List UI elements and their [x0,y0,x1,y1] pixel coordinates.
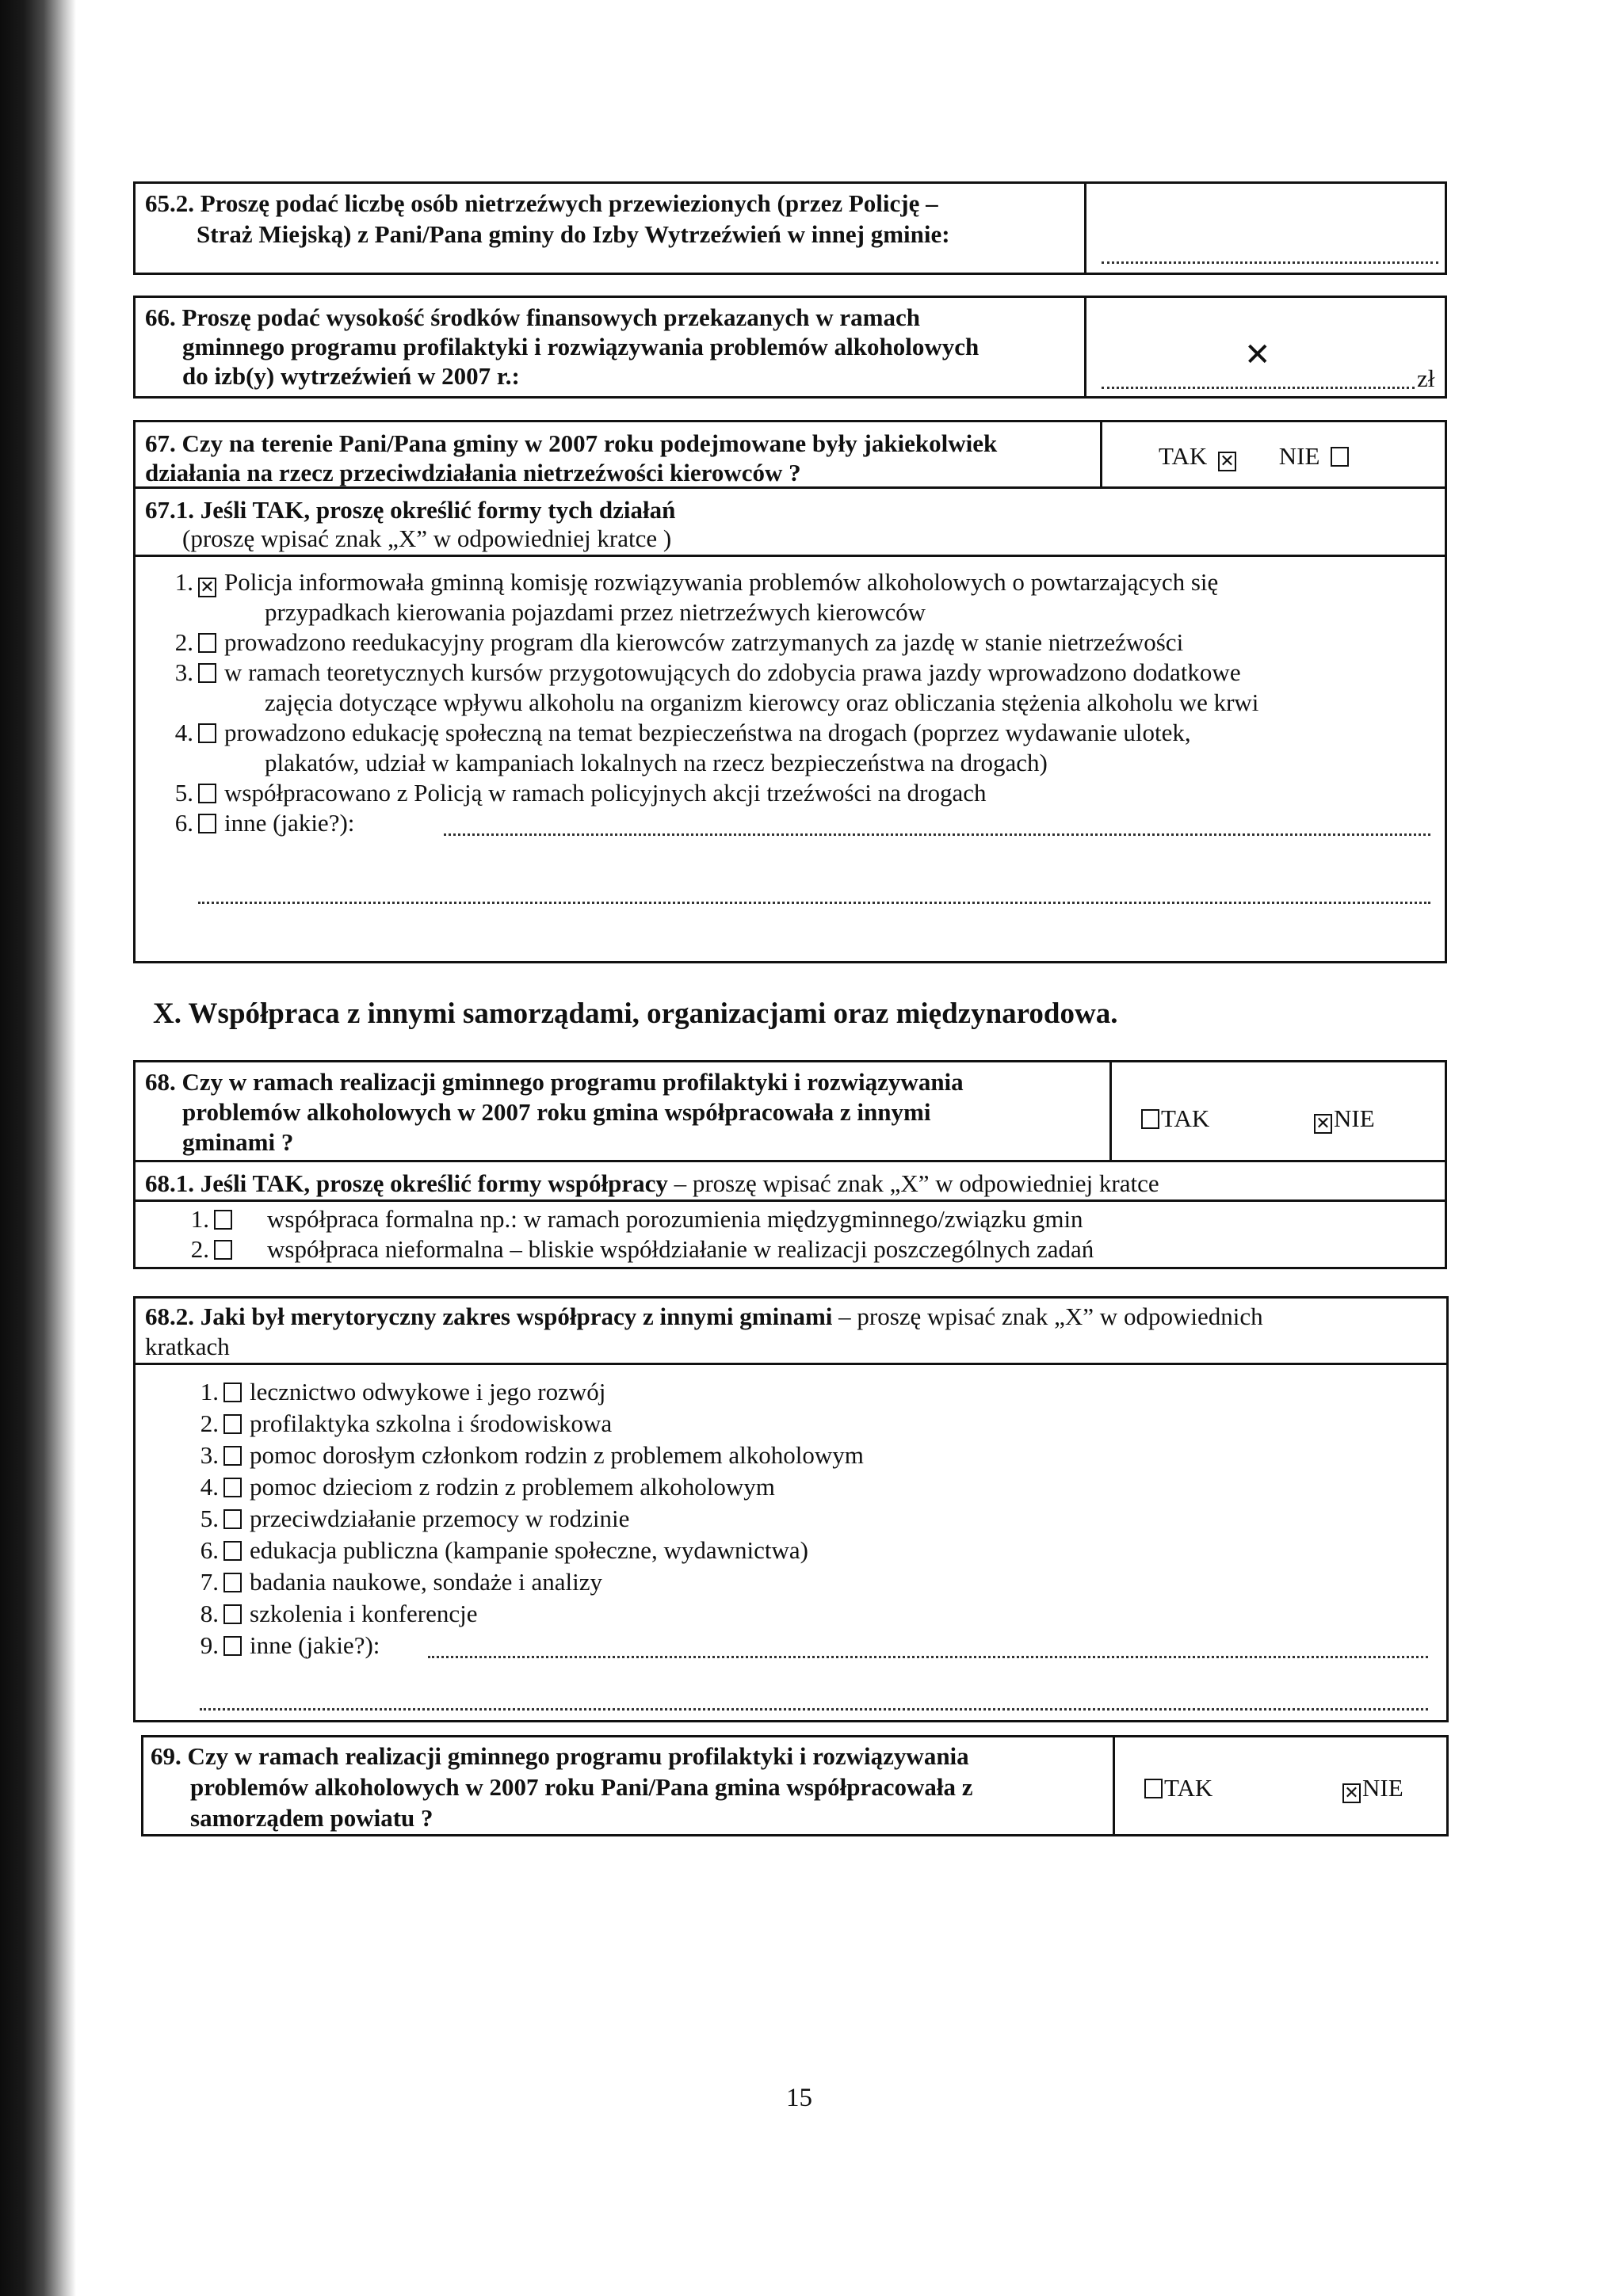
question-68-1-header-separator [133,1199,1447,1202]
question-66-unit: zł [1417,364,1435,392]
question-65-2-answer-field[interactable] [1102,261,1438,264]
item-label-line1: w ramach teoretycznych kursów przygotowujących do zdobycia prawa jazdy wprowadzono dodatkowe [224,658,1241,686]
question-67-answer [1159,441,1349,471]
item-checkbox[interactable] [223,1509,242,1529]
item-label: inne (jakie?): [250,1631,380,1659]
item-number: 3. [200,1441,219,1469]
question-68-2-header-separator [133,1363,1449,1365]
question-68-text-line1: 68. Czy w ramach realizacji gminnego programu profilaktyki i rozwiązywania [145,1068,964,1096]
question-68-2-title-rest: – proszę wpisać znak „X” w odpowiednich [832,1302,1263,1330]
item-number: 2. [174,628,193,656]
question-68-2-item-9 [155,1630,380,1661]
question-68-1-item-2 [155,1234,1094,1264]
item-checkbox[interactable] [223,1414,242,1434]
question-67-1-title: 67.1. Jeśli TAK, proszę określić formy tych działań [145,496,676,524]
question-68-2-title-bold: 68.2. Jaki był merytoryczny zakres współpracy z innymi gminami [145,1302,833,1330]
question-68-2-title [145,1301,1263,1332]
question-67-1-subtitle: (proszę wpisać znak „X” w odpowiedniej kratce ) [182,524,672,552]
item-number: 1. [200,1378,219,1405]
question-67-1-item-6 [155,808,354,838]
question-68-2-item-7 [155,1567,602,1597]
question-68-2-title-line2: kratkach [145,1333,230,1360]
question-69-text-line3: samorządem powiatu ? [190,1804,433,1832]
item-label: profilaktyka szkolna i środowiskowa [250,1409,613,1437]
item-label: badania naukowe, sondaże i analizy [250,1568,603,1596]
question-66-divider [1084,296,1086,399]
question-67-1-item-1-cont: przypadkach kierowania pojazdami przez nietrzeźwych kierowców [265,598,926,626]
question-68-no-checkbox[interactable]: ✕ [1314,1114,1332,1134]
question-67-1-item-1 [155,567,1218,597]
question-68-2-item-3 [155,1440,864,1470]
question-67-1-item-3 [155,658,1241,688]
question-68-2-other-field-line1[interactable] [428,1656,1428,1658]
item-label: współpraca nieformalna – bliskie współdziałanie w realizacji poszczególnych zadań [267,1235,1094,1263]
question-69-no [1342,1772,1403,1803]
question-66-text-line2: gminnego programu profilaktyki i rozwiązywania problemów alkoholowych [182,333,980,360]
question-67-1-header-separator [133,555,1447,557]
item-number: 1. [190,1205,209,1233]
item-label: edukacja publiczna (kampanie społeczne, wydawnictwa) [250,1536,808,1564]
item-checkbox[interactable] [223,1604,242,1624]
question-68-1-title-bold: 68.1. Jeśli TAK, proszę określić formy współpracy [145,1169,668,1197]
question-68-no [1314,1103,1375,1134]
item-checkbox[interactable] [214,1210,232,1230]
question-68-yes-label: TAK [1161,1104,1210,1132]
item-checkbox[interactable] [223,1636,242,1656]
question-67-yes-checkbox[interactable]: ✕ [1218,452,1236,471]
question-68-2-other-field-line2[interactable] [200,1708,1428,1711]
item-checkbox[interactable] [198,814,216,833]
item-label: szkolenia i konferencje [250,1600,478,1627]
item-number: 8. [200,1600,219,1627]
scan-shadow-edge [0,0,76,2296]
item-label: lecznictwo odwykowe i jego rozwój [250,1378,606,1405]
question-69-yes-checkbox[interactable] [1144,1779,1163,1798]
item-number: 5. [200,1505,219,1532]
question-68-2-item-1 [155,1377,605,1407]
item-label: współpraca formalna np.: w ramach porozumienia międzygminnego/związku gmin [267,1205,1083,1233]
item-label-line1: prowadzono reedukacyjny program dla kierowców zatrzymanych za jazdę w stanie nietrzeźwości [224,628,1184,656]
item-checkbox[interactable] [223,1446,242,1466]
question-67-text-line2: działania na rzecz przeciwdziałania nietrzeźwości kierowców ? [145,459,801,486]
question-68-1-title-rest: – proszę wpisać znak „X” w odpowiedniej kratce [667,1169,1159,1197]
question-69-no-label: NIE [1362,1774,1403,1802]
item-number: 6. [174,809,193,837]
item-checkbox[interactable] [198,723,216,743]
question-67-no-checkbox[interactable] [1331,447,1349,467]
question-67-1-other-field-line1[interactable] [444,833,1430,836]
question-68-text-line3: gminami ? [182,1128,294,1156]
item-label: przeciwdziałanie przemocy w rodzinie [250,1505,630,1532]
item-label-line1: Policja informowała gminną komisję rozwiązywania problemów alkoholowych o powtarzających się [224,568,1219,596]
item-label-line1: współpracowano z Policją w ramach policyjnych akcji trzeźwości na drogach [224,779,987,807]
item-number: 6. [200,1536,219,1564]
item-number: 5. [174,779,193,807]
page-number: 15 [786,2084,812,2112]
question-67-yes-label: TAK [1159,442,1208,470]
question-68-2-item-6 [155,1535,808,1566]
item-number: 4. [174,719,193,746]
item-checkbox[interactable] [223,1383,242,1402]
question-67-1-item-4-cont: plakatów, udział w kampaniach lokalnych na rzecz bezpieczeństwa na drogach) [265,749,1048,776]
question-65-2-divider [1084,181,1086,275]
question-68-yes [1141,1103,1209,1134]
question-69-text-line1: 69. Czy w ramach realizacji gminnego programu profilaktyki i rozwiązywania [151,1742,969,1770]
item-number: 7. [200,1568,219,1596]
item-number: 9. [200,1631,219,1659]
item-checkbox[interactable] [198,663,216,683]
question-69-no-checkbox[interactable]: ✕ [1342,1783,1361,1803]
question-67-divider [1100,420,1102,486]
question-69-text-line2: problemów alkoholowych w 2007 roku Pani/Pana gmina współpracowała z [190,1773,973,1801]
item-label: pomoc dzieciom z rodzin z problemem alkoholowym [250,1473,775,1501]
question-68-2-item-4 [155,1472,775,1502]
item-checkbox[interactable] [223,1478,242,1497]
item-checkbox[interactable] [223,1541,242,1561]
question-67-text-line1: 67. Czy na terenie Pani/Pana gminy w 2007 roku podejmowane były jakiekolwiek [145,429,998,457]
question-66-handwritten-mark: ✕ [1244,337,1271,373]
question-68-2-item-8 [155,1599,477,1629]
question-65-2-text-line1: 65.2. Proszę podać liczbę osób nietrzeźwych przewiezionych (przez Policję – [145,189,938,217]
item-number: 3. [174,658,193,686]
item-number: 2. [190,1235,209,1263]
question-67-1-other-field-line2[interactable] [198,902,1430,904]
question-68-2-item-2 [155,1409,612,1439]
question-68-no-label: NIE [1334,1104,1375,1132]
question-67-no-label: NIE [1278,442,1320,470]
item-checkbox[interactable] [198,784,216,803]
question-68-yes-checkbox[interactable] [1141,1109,1159,1129]
item-label: pomoc dorosłym członkom rodzin z problemem alkoholowym [250,1441,864,1469]
question-68-1-item-1 [155,1204,1083,1234]
item-checkbox[interactable]: ✕ [198,578,216,597]
item-number: 4. [200,1473,219,1501]
question-68-text-line2: problemów alkoholowych w 2007 roku gmina współpracowała z innymi [182,1098,931,1126]
question-66-text-line3: do izb(y) wytrzeźwień w 2007 r.: [182,362,520,390]
question-69-yes [1144,1772,1212,1803]
item-checkbox[interactable] [214,1240,232,1260]
item-checkbox[interactable] [223,1573,242,1592]
question-68-2-item-5 [155,1504,629,1534]
question-68-1-title [145,1168,1159,1199]
item-number: 1. [174,568,193,596]
question-67-1-item-5 [155,778,987,808]
question-68-row-separator [133,1160,1447,1162]
question-66-answer-field[interactable] [1102,387,1415,389]
question-69-divider [1113,1735,1115,1836]
section-x-title: X. Współpraca z innymi samorządami, organizacjami oraz międzynarodowa. [153,997,1118,1030]
question-65-2-text-line2: Straż Miejską) z Pani/Pana gminy do Izby Wytrzeźwień w innej gminie: [197,220,950,248]
item-label-line1: prowadzono edukację społeczną na temat bezpieczeństwa na drogach (poprzez wydawanie ulotek, [224,719,1191,746]
question-67-1-item-3-cont: zajęcia dotyczące wpływu alkoholu na organizm kierowcy oraz obliczania stężenia alkoholu we krwi [265,688,1259,716]
item-label-line1: inne (jakie?): [224,809,355,837]
question-69-yes-label: TAK [1164,1774,1213,1802]
question-67-1-item-2 [155,627,1183,658]
item-checkbox[interactable] [198,633,216,653]
question-68-divider [1109,1060,1112,1160]
question-66-text-line1: 66. Proszę podać wysokość środków finansowych przekazanych w ramach [145,303,920,331]
item-number: 2. [200,1409,219,1437]
question-67-1-item-4 [155,718,1191,748]
